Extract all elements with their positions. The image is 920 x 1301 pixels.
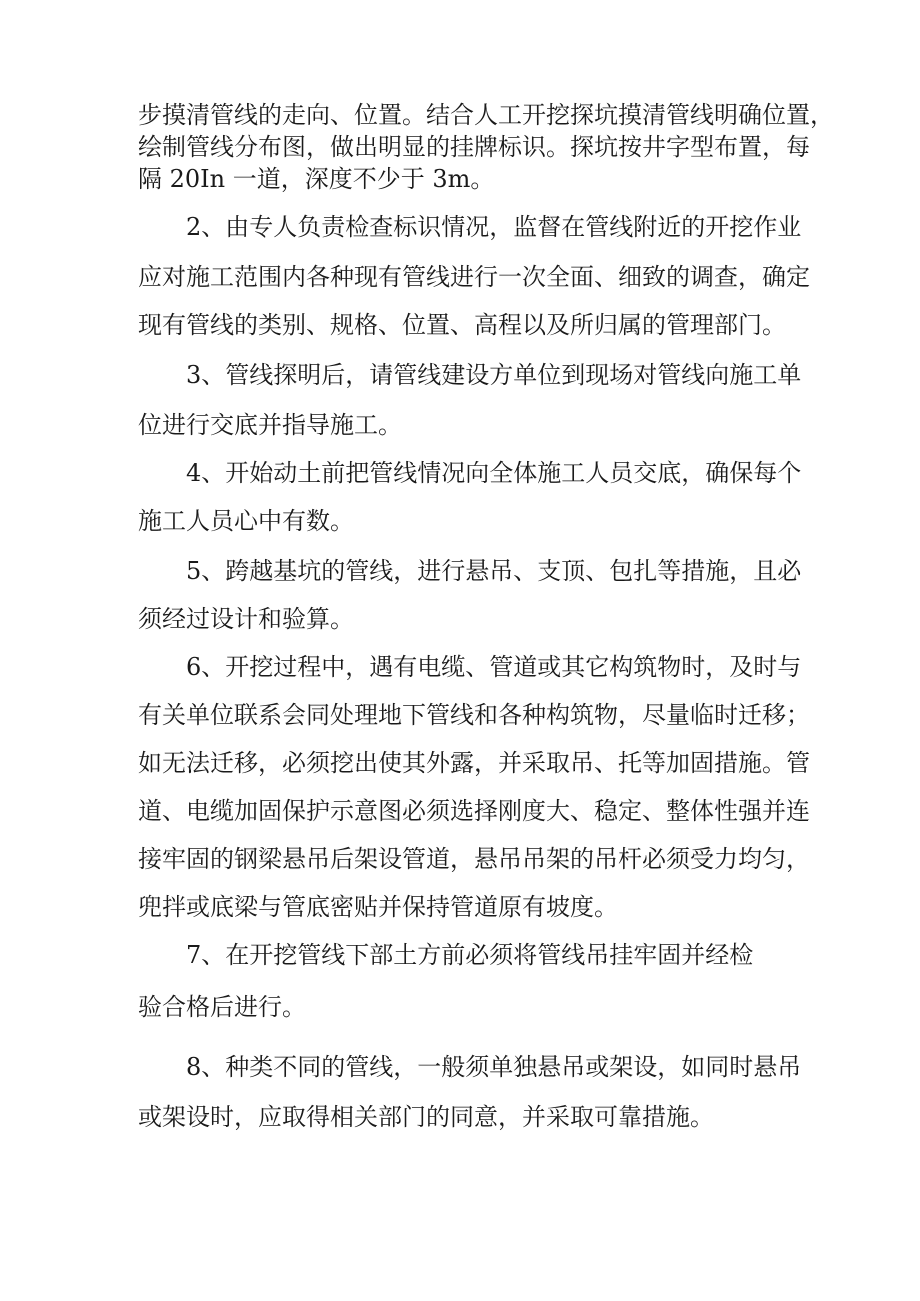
text-line-2: 绘制管线分布图，做出明显的挂牌标识。探坑按井字型布置，每	[138, 133, 810, 161]
item-6-line-5: 接牢固的钢梁悬吊后架设管道，悬吊吊架的吊杆必须受力均匀，	[138, 845, 810, 873]
text-line-3: 隔 20In 一道，深度不少于 3m。	[138, 165, 495, 193]
item-3-line-1: 3、管线探明后，请管线建设方单位到现场对管线向施工单	[186, 361, 802, 389]
item-6-line-3: 如无法迁移，必须挖出使其外露，并采取吊、托等加固措施。管	[138, 749, 810, 777]
item-8-line-2: 或架设时，应取得相关部门的同意，并采取可靠措施。	[138, 1103, 714, 1131]
item-4-line-2: 施工人员心中有数。	[138, 507, 354, 535]
item-8-line-1: 8、种类不同的管线，一般须单独悬吊或架设，如同时悬吊	[186, 1053, 802, 1081]
item-3-line-2: 位进行交底并指导施工。	[138, 411, 402, 439]
item-2-line-3: 现有管线的类别、规格、位置、高程以及所归属的管理部门。	[138, 311, 786, 339]
item-6-line-4: 道、电缆加固保护示意图必须选择刚度大、稳定、整体性强并连	[138, 797, 810, 825]
item-7-line-2: 验合格后进行。	[138, 993, 306, 1021]
item-6-line-1: 6、开挖过程中，遇有电缆、管道或其它构筑物时，及时与	[186, 653, 802, 681]
item-2-line-2: 应对施工范围内各种现有管线进行一次全面、细致的调查，确定	[138, 263, 810, 291]
item-6-line-6: 兜拌或底梁与管底密贴并保持管道原有坡度。	[138, 893, 618, 921]
item-5-line-2: 须经过设计和验算。	[138, 605, 354, 633]
item-2-line-1: 2、由专人负责检查标识情况，监督在管线附近的开挖作业	[186, 213, 802, 241]
item-7-line-1: 7、在开挖管线下部土方前必须将管线吊挂牢固并经检	[186, 941, 754, 969]
item-4-line-1: 4、开始动土前把管线情况向全体施工人员交底，确保每个	[186, 459, 802, 487]
item-6-line-2: 有关单位联系会同处理地下管线和各种构筑物，尽量临时迁移；	[138, 701, 810, 729]
text-line-1: 步摸清管线的走向、位置。结合人工开挖探坑摸清管线明确位置，	[138, 101, 834, 129]
item-5-line-1: 5、跨越基坑的管线，进行悬吊、支顶、包扎等措施，且必	[186, 557, 802, 585]
